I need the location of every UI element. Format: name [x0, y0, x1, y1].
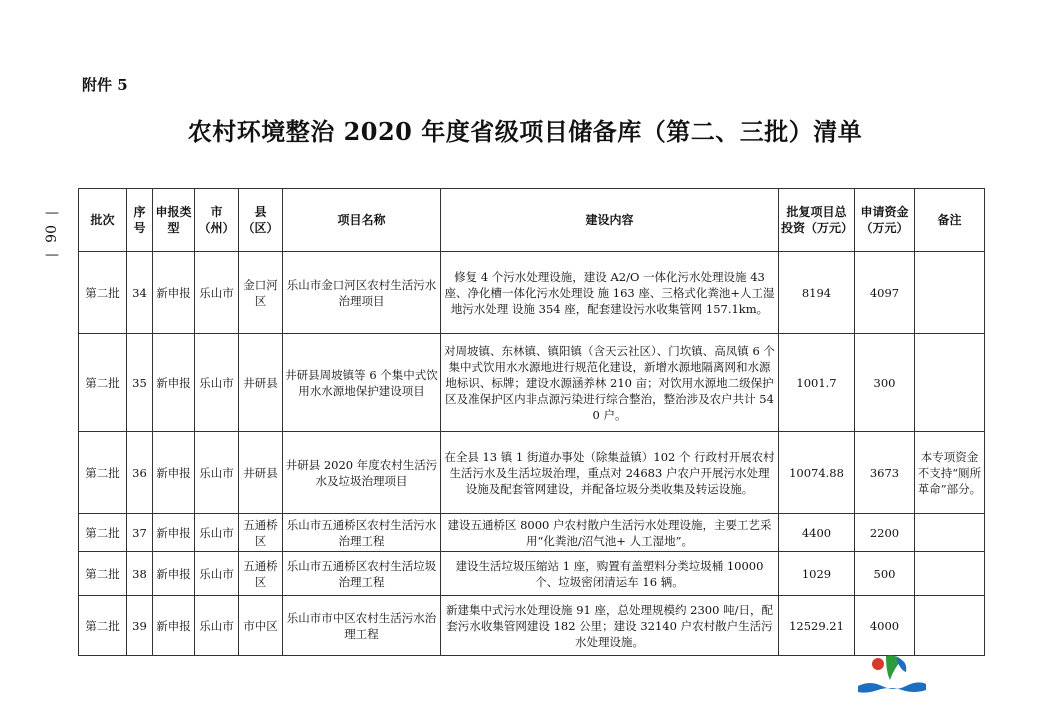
cell-fund: 4000	[855, 596, 915, 656]
cell-county: 金口河区	[239, 252, 283, 334]
cell-batch: 第二批	[79, 596, 127, 656]
table-row	[79, 596, 985, 656]
cell-fund: 2200	[855, 514, 915, 552]
cell-type: 新申报	[153, 514, 195, 552]
cell-content: 修复 4 个污水处理设施，建设 A2/O 一体化污水处理设施 43 座、净化槽一体化污水处理设 施 163 座、三格式化粪池+人工湿地污水处理 设施 354 座，配套建设污水收集管网 157.1km。	[441, 252, 779, 334]
col-header: 申请资金（万元）	[855, 189, 915, 252]
cell-city: 乐山市	[195, 552, 239, 596]
cell-invest: 1001.7	[779, 334, 855, 432]
cell-note	[915, 514, 985, 552]
cell-no: 38	[127, 552, 153, 596]
cell-note	[915, 252, 985, 334]
cell-county: 市中区	[239, 596, 283, 656]
cell-note	[915, 596, 985, 656]
cell-name: 井研县 2020 年度农村生活污水及垃圾治理项目	[283, 432, 441, 514]
table-row	[79, 514, 985, 552]
cell-type: 新申报	[153, 334, 195, 432]
cell-county: 井研县	[239, 334, 283, 432]
table-row	[79, 432, 985, 514]
cell-fund: 4097	[855, 252, 915, 334]
cell-note	[915, 552, 985, 596]
cell-type: 新申报	[153, 252, 195, 334]
project-list-table	[78, 188, 985, 656]
cell-name: 乐山市五通桥区农村生活污水治理工程	[283, 514, 441, 552]
col-header: 县（区）	[239, 189, 283, 252]
document-title: 农村环境整治 2020 年度省级项目储备库（第二、三批）清单	[187, 117, 863, 146]
cell-county: 井研县	[239, 432, 283, 514]
cell-invest: 8194	[779, 252, 855, 334]
cell-fund: 300	[855, 334, 915, 432]
cell-content: 建设五通桥区 8000 户农村散户生活污水处理设施，主要工艺采用“化粪池/沼气池+ 人工湿地”。	[441, 514, 779, 552]
cell-batch: 第二批	[79, 334, 127, 432]
cell-invest: 12529.21	[779, 596, 855, 656]
cell-note	[915, 334, 985, 432]
cell-invest: 1029	[779, 552, 855, 596]
col-header: 建设内容	[441, 189, 779, 252]
cell-type: 新申报	[153, 432, 195, 514]
cell-content: 在全县 13 镇 1 街道办事处（除集益镇）102 个 行政村开展农村生活污水及生活垃圾治理，重点对 24683 户农户开展污水处理设施及配套管网建设，并配备垃圾分类收集及转运设施。	[441, 432, 779, 514]
cell-content: 对周坡镇、东林镇、镇阳镇（含天云社区）、门坎镇、高凤镇 6 个集中式饮用水水源地进行规范化建设，新增水源地隔离网和水源地标识、标牌；建设水源涵养林 210 亩；对饮用水源地二级保护区及准保护区内非点源污染进行综合整治，整治涉及农户共计 540 户。	[441, 334, 779, 432]
page-number-value: 90	[44, 225, 60, 243]
cell-fund: 500	[855, 552, 915, 596]
cell-city: 乐山市	[195, 514, 239, 552]
table-header-row	[79, 189, 985, 252]
cell-fund: 3673	[855, 432, 915, 514]
cell-no: 36	[127, 432, 153, 514]
cell-no: 35	[127, 334, 153, 432]
col-header: 市（州）	[195, 189, 239, 252]
col-header: 项目名称	[283, 189, 441, 252]
cell-batch: 第二批	[79, 552, 127, 596]
cell-type: 新申报	[153, 552, 195, 596]
col-header: 备注	[915, 189, 985, 252]
watermark-logo-icon	[856, 650, 928, 696]
cell-city: 乐山市	[195, 334, 239, 432]
cell-content: 建设生活垃圾压缩站 1 座，购置有盖塑料分类垃圾桶 10000 个、垃圾密闭清运车 16 辆。	[441, 552, 779, 596]
cell-name: 井研县周坡镇等 6 个集中式饮用水水源地保护建设项目	[283, 334, 441, 432]
cell-invest: 4400	[779, 514, 855, 552]
cell-batch: 第二批	[79, 514, 127, 552]
cell-batch: 第二批	[79, 432, 127, 514]
cell-no: 39	[127, 596, 153, 656]
cell-no: 34	[127, 252, 153, 334]
col-header: 批次	[79, 189, 127, 252]
cell-note: 本专项资金不支持“厕所革命”部分。	[915, 432, 985, 514]
cell-name: 乐山市金口河区农村生活污水治理项目	[283, 252, 441, 334]
table-row	[79, 252, 985, 334]
cell-name: 乐山市五通桥区农村生活垃圾治理工程	[283, 552, 441, 596]
col-header: 批复项目总投资（万元）	[779, 189, 855, 252]
attachment-label: 附件 5	[82, 76, 128, 94]
cell-content: 新建集中式污水处理设施 91 座，总处理规模约 2300 吨/日，配套污水收集管网建设 182 公里；建设 32140 户农村散户生活污水处理设施。	[441, 596, 779, 656]
cell-batch: 第二批	[79, 252, 127, 334]
cell-type: 新申报	[153, 596, 195, 656]
cell-city: 乐山市	[195, 596, 239, 656]
page-number: — 90 —	[44, 205, 60, 263]
cell-county: 五通桥区	[239, 514, 283, 552]
cell-name: 乐山市市中区农村生活污水治理工程	[283, 596, 441, 656]
cell-invest: 10074.88	[779, 432, 855, 514]
table-row	[79, 334, 985, 432]
col-header: 申报类型	[153, 189, 195, 252]
cell-city: 乐山市	[195, 252, 239, 334]
table-row	[79, 552, 985, 596]
cell-city: 乐山市	[195, 432, 239, 514]
col-header: 序号	[127, 189, 153, 252]
cell-no: 37	[127, 514, 153, 552]
cell-county: 五通桥区	[239, 552, 283, 596]
